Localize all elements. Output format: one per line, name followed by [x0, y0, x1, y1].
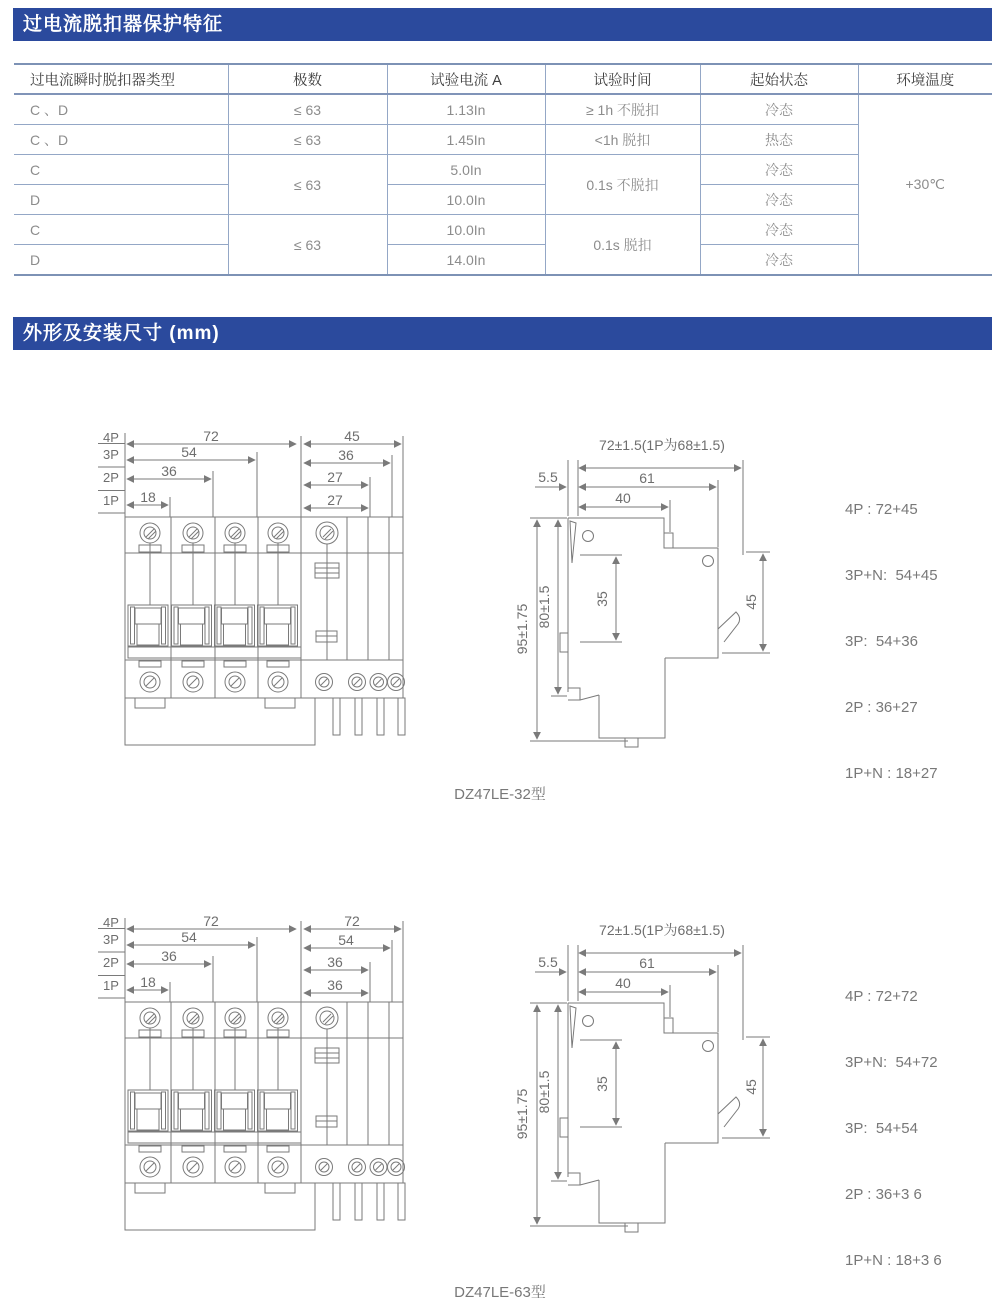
cell-type: D: [14, 245, 228, 276]
table-row: [14, 215, 992, 245]
cell-current: 1.45In: [387, 125, 545, 155]
table-row: [14, 155, 992, 185]
dim-label: 61: [639, 955, 655, 971]
cell-time: <1h 脱扣: [545, 125, 700, 155]
cell-type: D: [14, 185, 228, 215]
note-line: 3P: 54+36: [845, 633, 918, 650]
cell-poles: ≤ 63: [228, 215, 387, 276]
cell-type: C: [14, 215, 228, 245]
dim-label: 95±1.75: [514, 603, 530, 655]
dim-label: 61: [639, 470, 655, 486]
section-header-protection: [13, 8, 992, 41]
dim-label: 35: [594, 591, 610, 607]
cell-poles: ≤ 63: [228, 125, 387, 155]
cell-poles: ≤ 63: [228, 94, 387, 125]
dim-label: 72: [344, 913, 360, 929]
table-row: [14, 185, 992, 215]
drawing-caption: DZ47LE-32型: [454, 786, 546, 803]
table-row: [14, 125, 992, 155]
dim-label: 80±1.5: [536, 1070, 552, 1114]
dim-label: 40: [615, 490, 631, 506]
note-line: 1P+N : 18+3 6: [845, 1252, 942, 1269]
header-test-time: 试验时间: [545, 64, 700, 94]
dim-label: 54: [181, 929, 197, 945]
dim-label: 36: [327, 954, 343, 970]
cell-state: 冷态: [700, 185, 858, 215]
note-line: 2P : 36+3 6: [845, 1186, 922, 1203]
dim-label: 54: [338, 932, 354, 948]
dim-label: 72: [203, 913, 219, 929]
dim-label: 72±1.5(1P为68±1.5): [599, 437, 725, 453]
note-line: 1P+N : 18+27: [845, 765, 938, 782]
cell-state: 冷态: [700, 94, 858, 125]
cell-type: C 、D: [14, 94, 228, 125]
cell-state: 冷态: [700, 245, 858, 276]
table-header-row: [14, 64, 992, 94]
header-ambient-temp: 环境温度: [858, 64, 992, 94]
header-test-current: 试验电流 A: [387, 64, 545, 94]
note-line: 3P+N: 54+72: [845, 1054, 938, 1071]
dim-label: 36: [338, 447, 354, 463]
dim-label: 80±1.5: [536, 585, 552, 629]
side-view-drawing-32: [510, 430, 800, 780]
protection-spec-table: [14, 63, 992, 276]
cell-time: 0.1s 脱扣: [545, 215, 700, 276]
pole-label: 3P: [103, 932, 119, 947]
dim-label: 27: [327, 469, 343, 485]
dim-label: 72: [203, 428, 219, 444]
pole-label: 1P: [103, 493, 119, 508]
pole-label: 4P: [103, 430, 119, 445]
dim-label: 27: [327, 492, 343, 508]
dim-label: 45: [743, 1079, 759, 1095]
dim-label: 36: [161, 463, 177, 479]
cell-current: 14.0In: [387, 245, 545, 276]
header-initial-state: 起始状态: [700, 64, 858, 94]
dim-label: 36: [327, 977, 343, 993]
front-view-drawing-63: [85, 910, 425, 1270]
note-line: 3P: 54+54: [845, 1120, 918, 1137]
section-header-dimensions: [13, 317, 992, 350]
front-view-drawing-32: [85, 425, 425, 785]
dim-label: 45: [743, 594, 759, 610]
note-line: 3P+N: 54+45: [845, 567, 938, 584]
cell-state: 冷态: [700, 215, 858, 245]
cell-current: 1.13In: [387, 94, 545, 125]
pole-dimension-notes: [845, 455, 938, 807]
cell-poles: ≤ 63: [228, 155, 387, 215]
section2-title: 外形及安装尺寸 (mm): [23, 323, 220, 344]
cell-time: ≥ 1h 不脱扣: [545, 94, 700, 125]
dim-label: 40: [615, 975, 631, 991]
note-line: 4P : 72+72: [845, 988, 918, 1005]
cell-current: 5.0In: [387, 155, 545, 185]
dim-label: 45: [344, 428, 360, 444]
pole-dimension-notes: [845, 942, 942, 1294]
dim-label: 18: [140, 489, 156, 505]
pole-label: 1P: [103, 978, 119, 993]
note-line: 4P : 72+45: [845, 501, 918, 518]
cell-type: C: [14, 155, 228, 185]
table-row: [14, 245, 992, 276]
dim-label: 36: [161, 948, 177, 964]
cell-state: 冷态: [700, 155, 858, 185]
cell-current: 10.0In: [387, 185, 545, 215]
header-release-type: 过电流瞬时脱扣器类型: [14, 64, 228, 94]
side-view-drawing-63: [510, 915, 800, 1265]
dim-label: 35: [594, 1076, 610, 1092]
drawing-caption: DZ47LE-63型: [454, 1284, 546, 1301]
cell-state: 热态: [700, 125, 858, 155]
note-line: 2P : 36+27: [845, 699, 918, 716]
dim-label: 5.5: [538, 954, 558, 970]
dim-label: 54: [181, 444, 197, 460]
pole-label: 2P: [103, 470, 119, 485]
pole-label: 2P: [103, 955, 119, 970]
table-row: [14, 94, 992, 125]
cell-type: C 、D: [14, 125, 228, 155]
cell-time: 0.1s 不脱扣: [545, 155, 700, 215]
cell-ambient: +30℃: [858, 94, 992, 275]
dim-label: 95±1.75: [514, 1088, 530, 1140]
cell-current: 10.0In: [387, 215, 545, 245]
dim-label: 5.5: [538, 469, 558, 485]
dim-label: 72±1.5(1P为68±1.5): [599, 922, 725, 938]
pole-label: 4P: [103, 915, 119, 930]
dim-label: 18: [140, 974, 156, 990]
section1-title: 过电流脱扣器保护特征: [23, 14, 224, 35]
header-poles: 极数: [228, 64, 387, 94]
pole-label: 3P: [103, 447, 119, 462]
